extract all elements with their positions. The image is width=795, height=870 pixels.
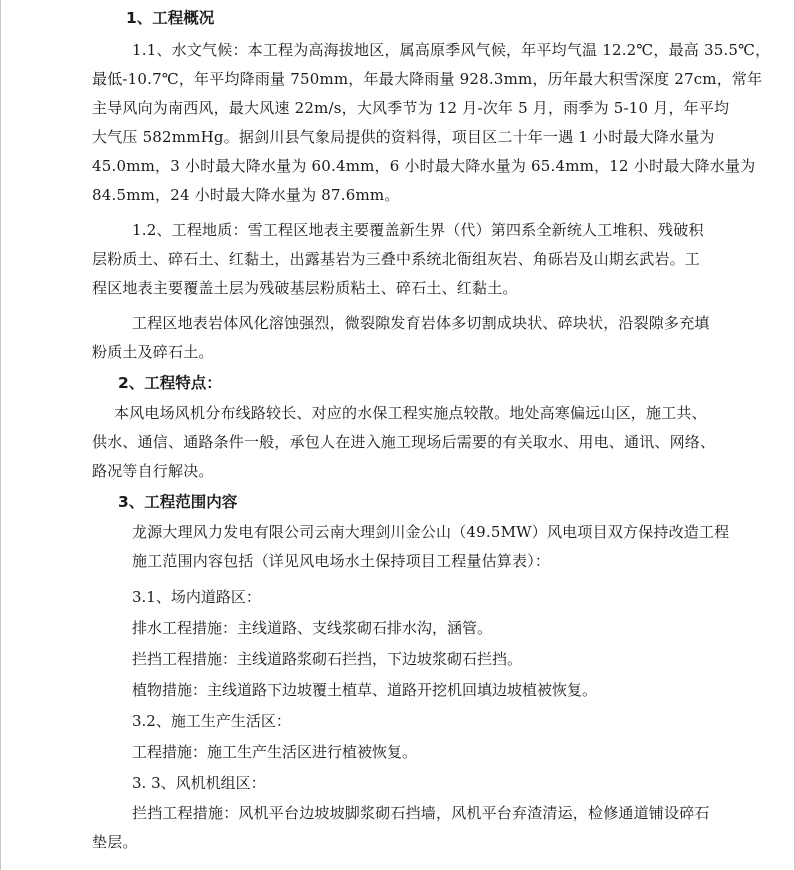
list-item: 拦挡工程措施：主线道路浆砌石拦挡，下边坡浆砌石拦挡。 bbox=[132, 650, 523, 668]
paragraph-turbine-measures bbox=[92, 799, 742, 857]
page-border-left bbox=[0, 0, 1, 870]
text-line: 供水、通信、通路条件一般，承包人在进入施工现场后需要的有关取水、用电、通讯、网络、 bbox=[92, 433, 716, 451]
text-line: 路况等自行解决。 bbox=[92, 462, 214, 480]
paragraph-features bbox=[92, 399, 742, 486]
section-heading-overview: 1、工程概况 bbox=[126, 9, 215, 27]
text-line: 45.0mm，3 小时最大降水量为 60.4mm，6 小时最大降水量为 65.4mm，12 小时最大降水量为 bbox=[92, 157, 756, 175]
subsection-title-construction-area: 3.2、施工生产生活区： bbox=[132, 712, 291, 730]
section-heading-scope: 3、工程范围内容 bbox=[118, 493, 238, 511]
text-line: 粉质土及碎石土。 bbox=[92, 343, 214, 361]
subsection-title-turbine-area: 3. 3、风机机组区： bbox=[132, 774, 266, 792]
list-item: 工程措施：施工生产生活区进行植被恢复。 bbox=[132, 743, 418, 761]
paragraph-scope-intro bbox=[92, 518, 742, 576]
paragraph-rock-weathering bbox=[92, 309, 742, 367]
text-line: 本风电场风机分布线路较长、对应的水保工程实施点较散。地处高寒偏远山区，施工共、 bbox=[114, 404, 707, 422]
text-line: 拦挡工程措施：风机平台边坡坡脚浆砌石挡墙，风机平台弃渣清运，检修通道铺设碎石 bbox=[132, 804, 710, 822]
paragraph-geology bbox=[92, 216, 742, 303]
text-line: 主导风向为南西风，最大风速 22m/s，大风季节为 12 月-次年 5 月，雨季为 5-10 月，年平均 bbox=[92, 99, 730, 117]
subsection-title-road-area: 3.1、场内道路区： bbox=[132, 588, 261, 606]
text-line: 工程区地表岩体风化溶蚀强烈，微裂隙发育岩体多切割成块状、碎块状，沿裂隙多充填 bbox=[132, 314, 710, 332]
text-line: 层粉质土、碎石土、红黏土，出露基岩为三叠中系统北衙组灰岩、角砾岩及山期玄武岩。工 bbox=[92, 250, 701, 268]
text-line: 1.1、水文气候：本工程为高海拔地区，属高原季风气候，年平均气温 12.2℃，最高 35.5℃， bbox=[132, 41, 771, 59]
text-line: 施工范围内容包括（详见风电场水土保持项目工程量估算表）： bbox=[132, 552, 551, 570]
text-line: 最低-10.7℃，年平均降雨量 750mm，年最大降雨量 928.3mm，历年最大积雪深度 27cm，常年 bbox=[92, 70, 763, 88]
list-item: 植物措施：主线道路下边坡覆土植草、道路开挖机回填边坡植被恢复。 bbox=[132, 681, 598, 699]
text-line: 大气压 582mmHg。据剑川县气象局提供的资料得，项目区二十年一遇 1 小时最大降水量为 bbox=[92, 128, 715, 146]
list-item: 排水工程措施：主线道路、支线浆砌石排水沟，涵管。 bbox=[132, 619, 493, 637]
paragraph-hydro-climate bbox=[92, 36, 771, 210]
section-heading-features: 2、工程特点： bbox=[118, 374, 222, 392]
document-content bbox=[92, 0, 771, 857]
text-line: 1.2、工程地质：雪工程区地表主要覆盖新生界（代）第四系全新统人工堆积、残破积 bbox=[132, 221, 704, 239]
text-line: 84.5mm，24 小时最大降水量为 87.6mm。 bbox=[92, 186, 400, 204]
text-line: 垫层。 bbox=[92, 833, 138, 851]
text-line: 程区地表主要覆盖土层为残破基层粉质粘土、碎石土、红黏土。 bbox=[92, 279, 518, 297]
text-line: 龙源大理风力发电有限公司云南大理剑川金公山（49.5MW）风电项目双方保持改造工程 bbox=[132, 523, 730, 541]
